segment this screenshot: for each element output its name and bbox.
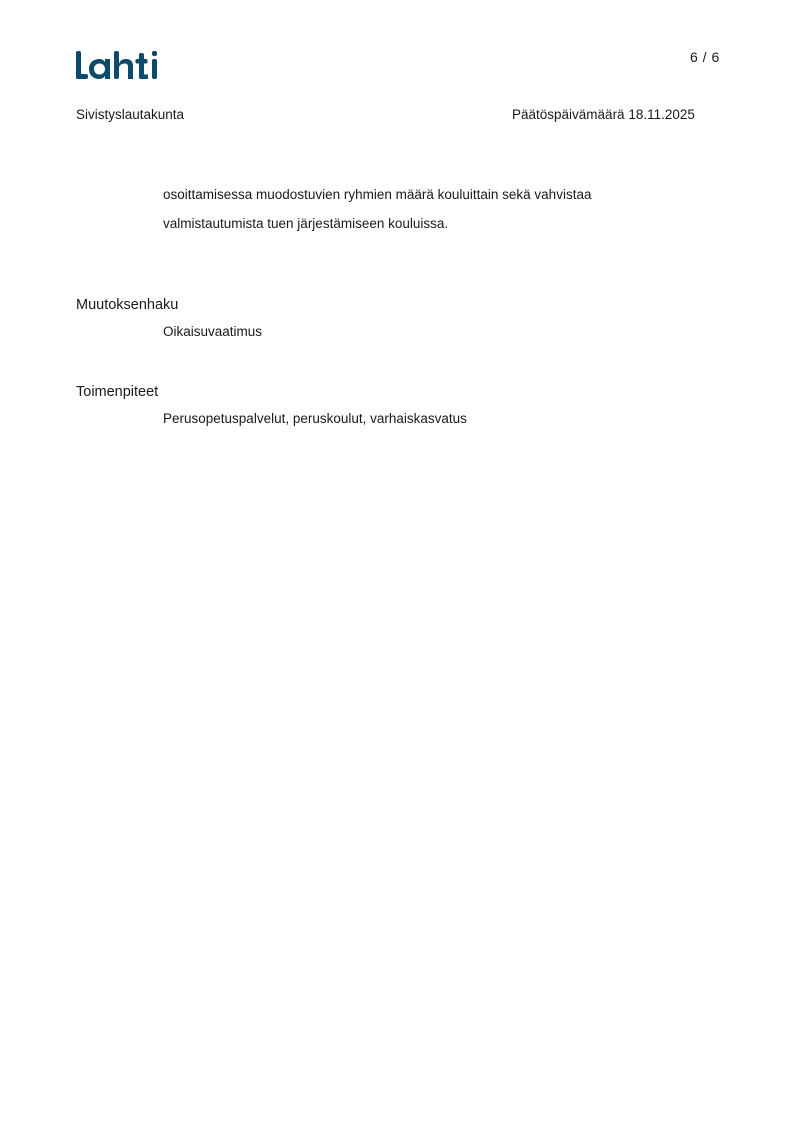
section-heading-muutoksenhaku: Muutoksenhaku [76,297,179,313]
decision-date: Päätöspäivämäärä 18.11.2025 [512,107,695,122]
page-number: 6 / 6 [690,49,720,65]
section-content-toimenpiteet: Perusopetuspalvelut, peruskoulut, varhaiskasvatus [163,411,467,426]
body-paragraph [163,180,723,238]
section-heading-toimenpiteet: Toimenpiteet [76,384,159,400]
paragraph-line: valmistautumista tuen järjestämiseen kouluissa. [163,216,449,231]
lahti-logo [76,49,168,81]
section-content-muutoksenhaku: Oikaisuvaatimus [163,324,263,339]
paragraph-line: osoittamisessa muodostuvien ryhmien määrä kouluittain sekä vahvistaa [163,187,592,202]
organization-name: Sivistyslautakunta [76,107,185,122]
